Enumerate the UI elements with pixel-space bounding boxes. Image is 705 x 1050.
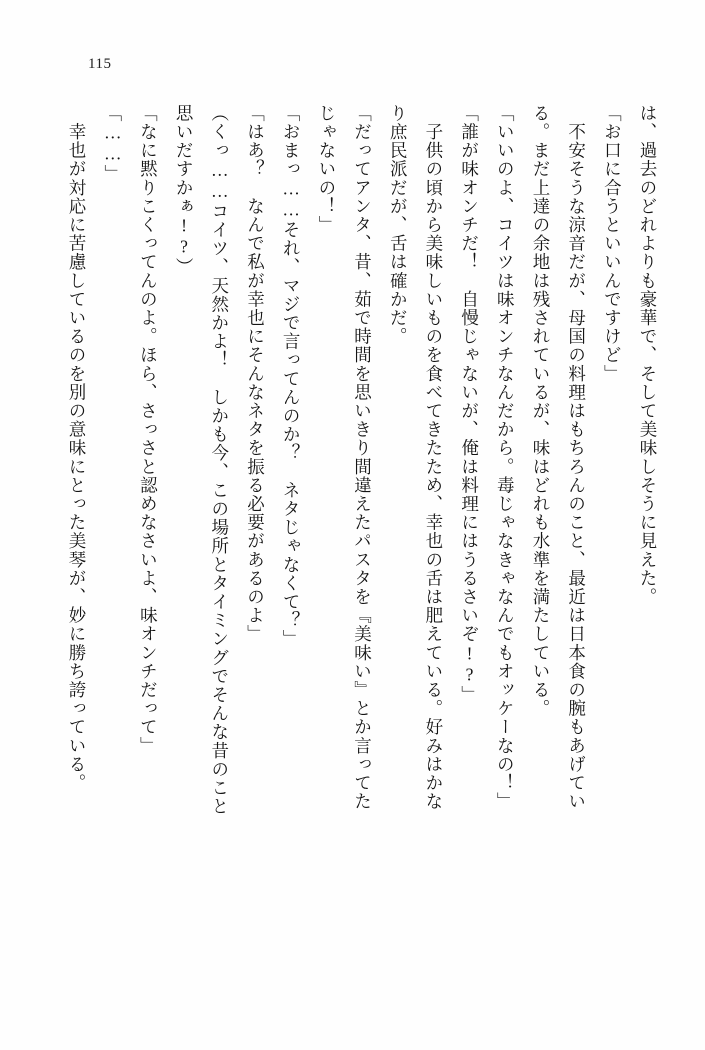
- paragraph-line: 子供の頃から美味しいものを食べてきたため、幸也の舌は肥えている。好みはかな: [423, 104, 444, 811]
- paragraph-line: 思いだすかぁ!?）: [174, 104, 195, 277]
- paragraph-line: じゃないの！」: [316, 104, 337, 235]
- paragraph-line: 「おまっ……それ、マジで言ってんのか？ ネタじゃなくて？」: [281, 104, 302, 649]
- paragraph-line: 「いいのよ、コイツは味オンチなんだから。毒じゃなきゃなんでもオッケーなの！」: [495, 104, 516, 811]
- page-number: 115: [88, 56, 112, 72]
- paragraph-line: り庶民派だが、舌は確かだ。: [388, 104, 409, 346]
- paragraph-line: 「……」: [102, 104, 123, 184]
- paragraph-line: 不安そうな涼音だが、母国の料理はもちろんのこと、最近は日本食の腕もあげてい: [566, 104, 587, 811]
- paragraph-line: 「はあ？ なんで私が幸也にそんなネタを振る必要があるのよ」: [245, 104, 266, 644]
- paragraph-line: （くっ……コイツ、天然かよ！ しかも今、この場所とタイミングでそんな昔のこと: [209, 104, 230, 816]
- paragraph-line: 「だってアンタ、昔、茹で時間を思いきり間違えたパスタを『美味い』とか言ってた: [352, 104, 373, 811]
- paragraph-line: 幸也が対応に苦慮しているのを別の意味にとった美琴が、妙に勝ち誇っている。: [67, 104, 87, 793]
- page-body-text: [40, 104, 665, 944]
- paragraph-line: 「なに黙りこくってんのよ。ほら、さっさと認めなさいよ、味オンチだって」: [138, 104, 159, 755]
- paragraph-line: 「誰が味オンチだ！ 自慢じゃないが、俺は料理にはうるさいぞ!?」: [459, 104, 480, 705]
- paragraph-line: 「お口に合うといいんですけど」: [602, 104, 623, 383]
- paragraph-line: る。まだ上達の余地は残されているが、味はどれも水準を満たしている。: [530, 104, 551, 718]
- paragraph-line: は、過去のどれよりも豪華で、そして美味しそうに見えた。: [638, 104, 658, 607]
